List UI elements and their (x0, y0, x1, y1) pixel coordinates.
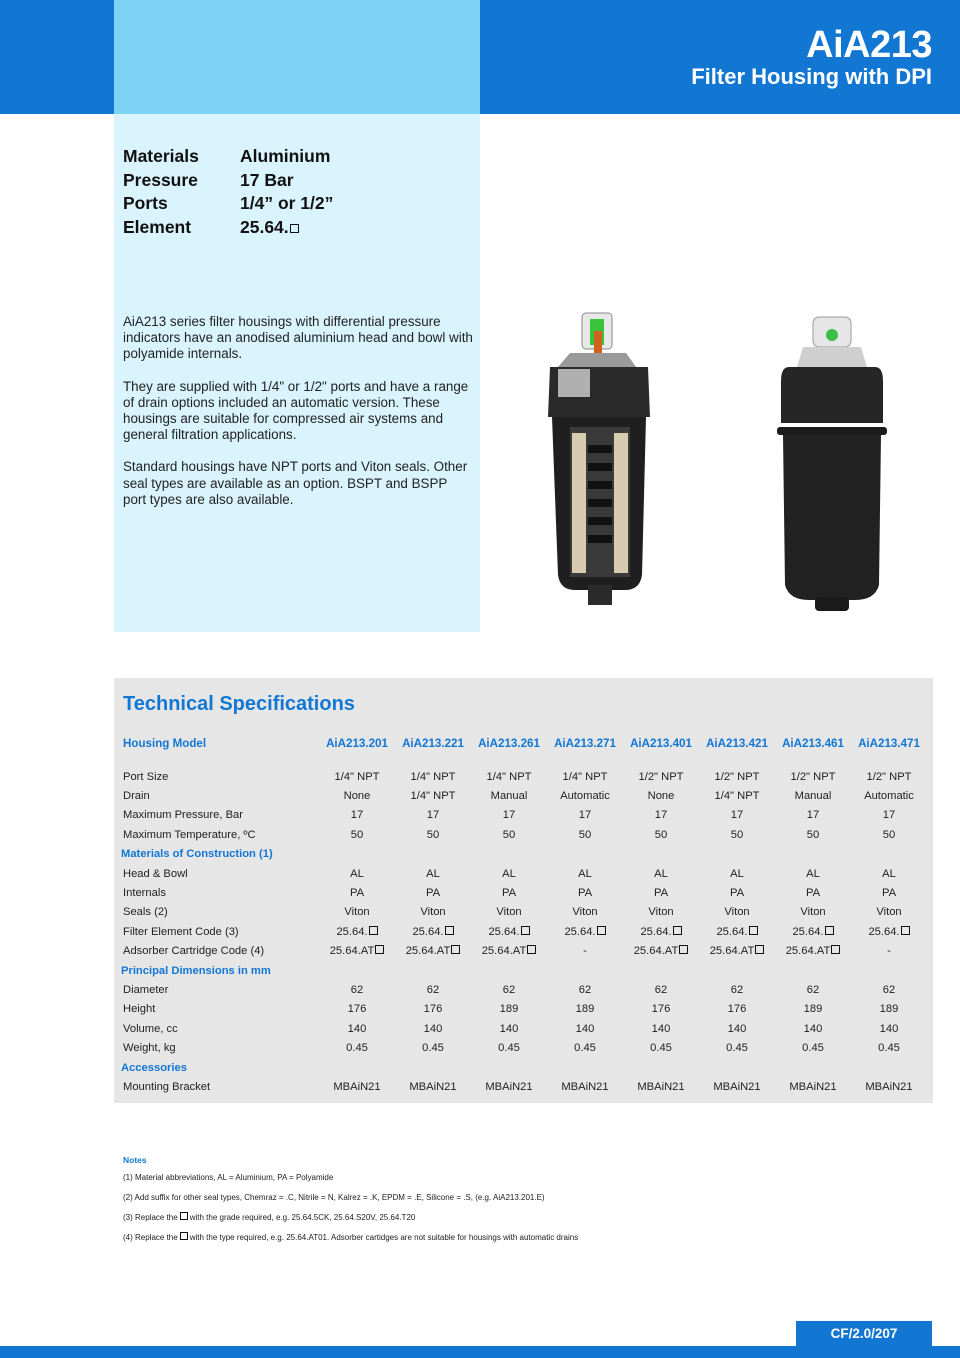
table-cell: 189 (499, 1003, 519, 1016)
table-cell: 1/2" NPT (866, 770, 912, 783)
table-cell: - (583, 945, 587, 958)
table-row (121, 1000, 927, 1019)
placeholder-box-icon (290, 224, 299, 233)
row-label: Mounting Bracket (123, 1080, 211, 1093)
table-cell: AL (502, 867, 516, 880)
table-cell: 1/2" NPT (790, 770, 836, 783)
table-cell: 25.64.AT (319, 942, 395, 961)
table-cell: PA (881, 887, 897, 900)
table-row (121, 1019, 927, 1038)
placeholder-box-icon (527, 945, 536, 954)
placeholder-box-icon (180, 1212, 188, 1220)
table-row (121, 883, 927, 902)
row-label: Height (123, 1003, 156, 1016)
table-cell: 140 (727, 1022, 747, 1035)
table-cell: 17 (654, 809, 668, 822)
housing-model-label: Housing Model (123, 736, 207, 750)
property-materials: Materials Aluminium (123, 146, 331, 166)
table-cell: 62 (654, 983, 668, 996)
placeholder-box-icon (673, 926, 682, 935)
table-cell: PA (729, 887, 745, 900)
table-cell: 140 (423, 1022, 443, 1035)
table-cell: AL (806, 867, 820, 880)
property-ports: Ports 1/4” or 1/2” (123, 193, 334, 213)
row-label: Maximum Pressure, Bar (123, 809, 243, 822)
row-label: Diameter (123, 983, 169, 996)
table-cell: 50 (806, 828, 820, 841)
description-paragraph: AiA213 series filter housings with differential pressure indicators have an anodised aluminium head and bowl with polyamide internals. (123, 314, 473, 362)
table-section-row (121, 1058, 927, 1077)
note-2: (2) Add suffix for other seal types, Chemraz = .C, Nitrile = N, Kalrez = .K, EPDM = .E, Silicone = .S, (e.g. AiA213.201.E) (123, 1192, 545, 1202)
table-cell: PA (805, 887, 821, 900)
table-cell: 50 (578, 828, 592, 841)
table-cell: MBAiN21 (713, 1080, 761, 1093)
row-label: Maximum Temperature, ºC (123, 828, 256, 841)
row-label: Head & Bowl (123, 867, 188, 880)
property-element: Element 25.64. (123, 217, 333, 241)
key-properties (123, 146, 333, 240)
placeholder-box-icon (901, 926, 910, 935)
row-label: Port Size (123, 770, 169, 783)
model-header: AiA213.461 (782, 736, 844, 750)
notes-title: Notes (123, 1155, 147, 1165)
table-cell: AL (350, 867, 364, 880)
table-cell: 50 (502, 828, 516, 841)
table-cell: MBAiN21 (409, 1080, 457, 1093)
table-cell: Viton (724, 906, 750, 919)
table-cell: 189 (803, 1003, 823, 1016)
table-row (121, 922, 927, 941)
header-accent-panel (114, 0, 480, 114)
table-cell: 1/4" NPT (334, 770, 380, 783)
section-heading: Principal Dimensions in mm (121, 964, 271, 977)
table-section-row (121, 961, 927, 980)
table-cell: PA (349, 887, 365, 900)
table-cell: 25.64.AT (775, 942, 851, 961)
table-cell: MBAiN21 (865, 1080, 913, 1093)
table-cell: 1/4" NPT (562, 770, 608, 783)
table-cell: Viton (344, 906, 370, 919)
table-cell: - (887, 945, 891, 958)
table-row (121, 1038, 927, 1057)
table-row (121, 864, 927, 883)
table-cell: 140 (651, 1022, 671, 1035)
table-cell: Automatic (864, 790, 914, 803)
table-cell: Manual (794, 790, 832, 803)
table-cell: MBAiN21 (333, 1080, 381, 1093)
table-row (121, 806, 927, 825)
row-label: Drain (123, 790, 150, 803)
table-cell: 176 (651, 1003, 671, 1016)
description-paragraph: They are supplied with 1/4" or 1/2" ports and have a range of drain options included an automatic version. These housings are suitable for compressed air systems and general filtration applications. (123, 378, 469, 443)
table-cell: 25.64. (699, 922, 775, 941)
property-pressure: Pressure 17 Bar (123, 169, 294, 190)
row-label: Seals (2) (123, 906, 168, 919)
model-header: AiA213.421 (706, 736, 768, 750)
table-cell: AL (730, 867, 744, 880)
model-header: AiA213.221 (402, 736, 464, 750)
table-cell: None (343, 790, 371, 803)
table-cell: 0.45 (726, 1042, 748, 1055)
section-heading: Materials of Construction (1) (121, 848, 273, 861)
table-cell: 0.45 (802, 1042, 824, 1055)
note-3: (3) Replace the with the grade required, e.g. 25.64.5CK, 25.64.S20V, 25.64.T20 (123, 1213, 416, 1222)
placeholder-box-icon (831, 945, 840, 954)
table-cell: 189 (879, 1003, 899, 1016)
table-cell: 25.64.AT (471, 942, 547, 961)
table-cell: 25.64. (471, 922, 547, 941)
row-label: Volume, cc (123, 1022, 178, 1035)
table-row (121, 903, 927, 922)
section-heading: Accessories (121, 1061, 187, 1074)
table-cell: PA (653, 887, 669, 900)
page-subtitle: Filter Housing with DPI (691, 64, 932, 89)
specifications-table (121, 733, 927, 1097)
table-cell: 140 (879, 1022, 899, 1035)
table-cell: 25.64. (547, 922, 623, 941)
notes-section (123, 1155, 578, 1251)
table-cell: 0.45 (346, 1042, 368, 1055)
table-row (121, 767, 927, 786)
table-cell: AL (426, 867, 440, 880)
note-1: (1) Material abbreviations, AL = Aluminium, PA = Polyamide (123, 1173, 334, 1182)
table-cell: 17 (578, 809, 592, 822)
table-cell: 62 (502, 983, 516, 996)
placeholder-box-icon (445, 926, 454, 935)
table-cell: 50 (426, 828, 440, 841)
exterior-product-image (775, 315, 890, 613)
specifications-title: Technical Specifications (123, 693, 355, 715)
placeholder-box-icon (755, 945, 764, 954)
table-cell: 50 (730, 828, 744, 841)
row-label: Adsorber Cartridge Code (4) (123, 945, 265, 958)
table-cell: 62 (350, 983, 364, 996)
table-cell: 25.64. (395, 922, 471, 941)
table-cell: 50 (882, 828, 896, 841)
table-cell: AL (578, 867, 592, 880)
table-cell: None (647, 790, 675, 803)
table-cell: 140 (499, 1022, 519, 1035)
table-row (121, 1077, 927, 1096)
table-cell: Automatic (560, 790, 610, 803)
table-row (121, 980, 927, 999)
placeholder-box-icon (180, 1232, 188, 1240)
table-cell: 0.45 (498, 1042, 520, 1055)
table-cell: 62 (730, 983, 744, 996)
table-cell: 1/4" NPT (486, 770, 532, 783)
table-cell: 1/2" NPT (714, 770, 760, 783)
table-cell: Viton (496, 906, 522, 919)
placeholder-box-icon (521, 926, 530, 935)
table-cell: 17 (426, 809, 440, 822)
table-cell: 25.64. (851, 922, 927, 941)
footer-bar (0, 1346, 960, 1358)
table-cell: 1/4" NPT (410, 770, 456, 783)
table-cell: 25.64. (319, 922, 395, 941)
cutaway-product-image (540, 305, 660, 610)
table-cell: 25.64. (775, 922, 851, 941)
document-code: CF/2.0/207 (796, 1321, 932, 1346)
table-cell: 17 (350, 809, 364, 822)
table-cell: 62 (806, 983, 820, 996)
placeholder-box-icon (597, 926, 606, 935)
product-description (123, 314, 473, 524)
placeholder-box-icon (375, 945, 384, 954)
table-cell: 176 (347, 1003, 367, 1016)
table-cell: 25.64. (623, 922, 699, 941)
model-header: AiA213.271 (554, 736, 616, 750)
table-cell: MBAiN21 (789, 1080, 837, 1093)
row-label: Filter Element Code (3) (123, 925, 239, 938)
table-cell: 17 (806, 809, 820, 822)
table-cell: 140 (803, 1022, 823, 1035)
table-cell: Manual (490, 790, 528, 803)
table-cell: 140 (575, 1022, 595, 1035)
table-cell: PA (577, 887, 593, 900)
table-cell: 176 (423, 1003, 443, 1016)
table-cell: AL (882, 867, 896, 880)
table-row (121, 786, 927, 805)
table-cell: 50 (350, 828, 364, 841)
table-spacer (121, 753, 927, 767)
table-cell: 62 (426, 983, 440, 996)
table-cell: AL (654, 867, 668, 880)
table-cell: MBAiN21 (561, 1080, 609, 1093)
table-cell: 0.45 (422, 1042, 444, 1055)
table-cell: 50 (654, 828, 668, 841)
table-section-row (121, 845, 927, 864)
table-cell: 0.45 (574, 1042, 596, 1055)
table-cell: MBAiN21 (637, 1080, 685, 1093)
table-cell: 25.64.AT (623, 942, 699, 961)
table-cell: 176 (727, 1003, 747, 1016)
table-cell: 0.45 (650, 1042, 672, 1055)
table-cell: 1/4" NPT (714, 790, 760, 803)
description-paragraph: Standard housings have NPT ports and Viton seals. Other seal types are available as an option. BSPT and BSPP port types are also available. (123, 459, 468, 507)
table-cell: 189 (575, 1003, 595, 1016)
table-cell: MBAiN21 (485, 1080, 533, 1093)
placeholder-box-icon (369, 926, 378, 935)
table-cell: Viton (876, 906, 902, 919)
table-cell: 17 (502, 809, 516, 822)
table-cell: Viton (420, 906, 446, 919)
table-cell: Viton (800, 906, 826, 919)
table-row (121, 942, 927, 961)
placeholder-box-icon (451, 945, 460, 954)
table-header-row (121, 733, 927, 753)
table-row (121, 825, 927, 844)
page-title: AiA213 (806, 24, 932, 66)
model-header: AiA213.261 (478, 736, 540, 750)
table-cell: 1/4" NPT (410, 790, 456, 803)
table-cell: 62 (578, 983, 592, 996)
row-label: Weight, kg (123, 1042, 176, 1055)
table-cell: 17 (882, 809, 896, 822)
table-cell: 62 (882, 983, 896, 996)
note-4: (4) Replace the with the type required, e.g. 25.64.AT01. Adsorber cartidges are not suitable for housings with automatic drains (123, 1232, 579, 1242)
placeholder-box-icon (679, 945, 688, 954)
model-header: AiA213.401 (630, 736, 692, 750)
table-cell: Viton (572, 906, 598, 919)
placeholder-box-icon (749, 926, 758, 935)
model-header: AiA213.471 (858, 736, 920, 750)
model-header: AiA213.201 (326, 736, 388, 750)
row-label: Internals (123, 887, 166, 900)
table-cell: 140 (347, 1022, 367, 1035)
table-cell: 1/2" NPT (638, 770, 684, 783)
table-cell: 0.45 (878, 1042, 900, 1055)
table-cell: PA (425, 887, 441, 900)
table-cell: 17 (730, 809, 744, 822)
placeholder-box-icon (825, 926, 834, 935)
table-cell: PA (501, 887, 517, 900)
table-cell: 25.64.AT (395, 942, 471, 961)
table-cell: 25.64.AT (699, 942, 775, 961)
table-cell: Viton (648, 906, 674, 919)
